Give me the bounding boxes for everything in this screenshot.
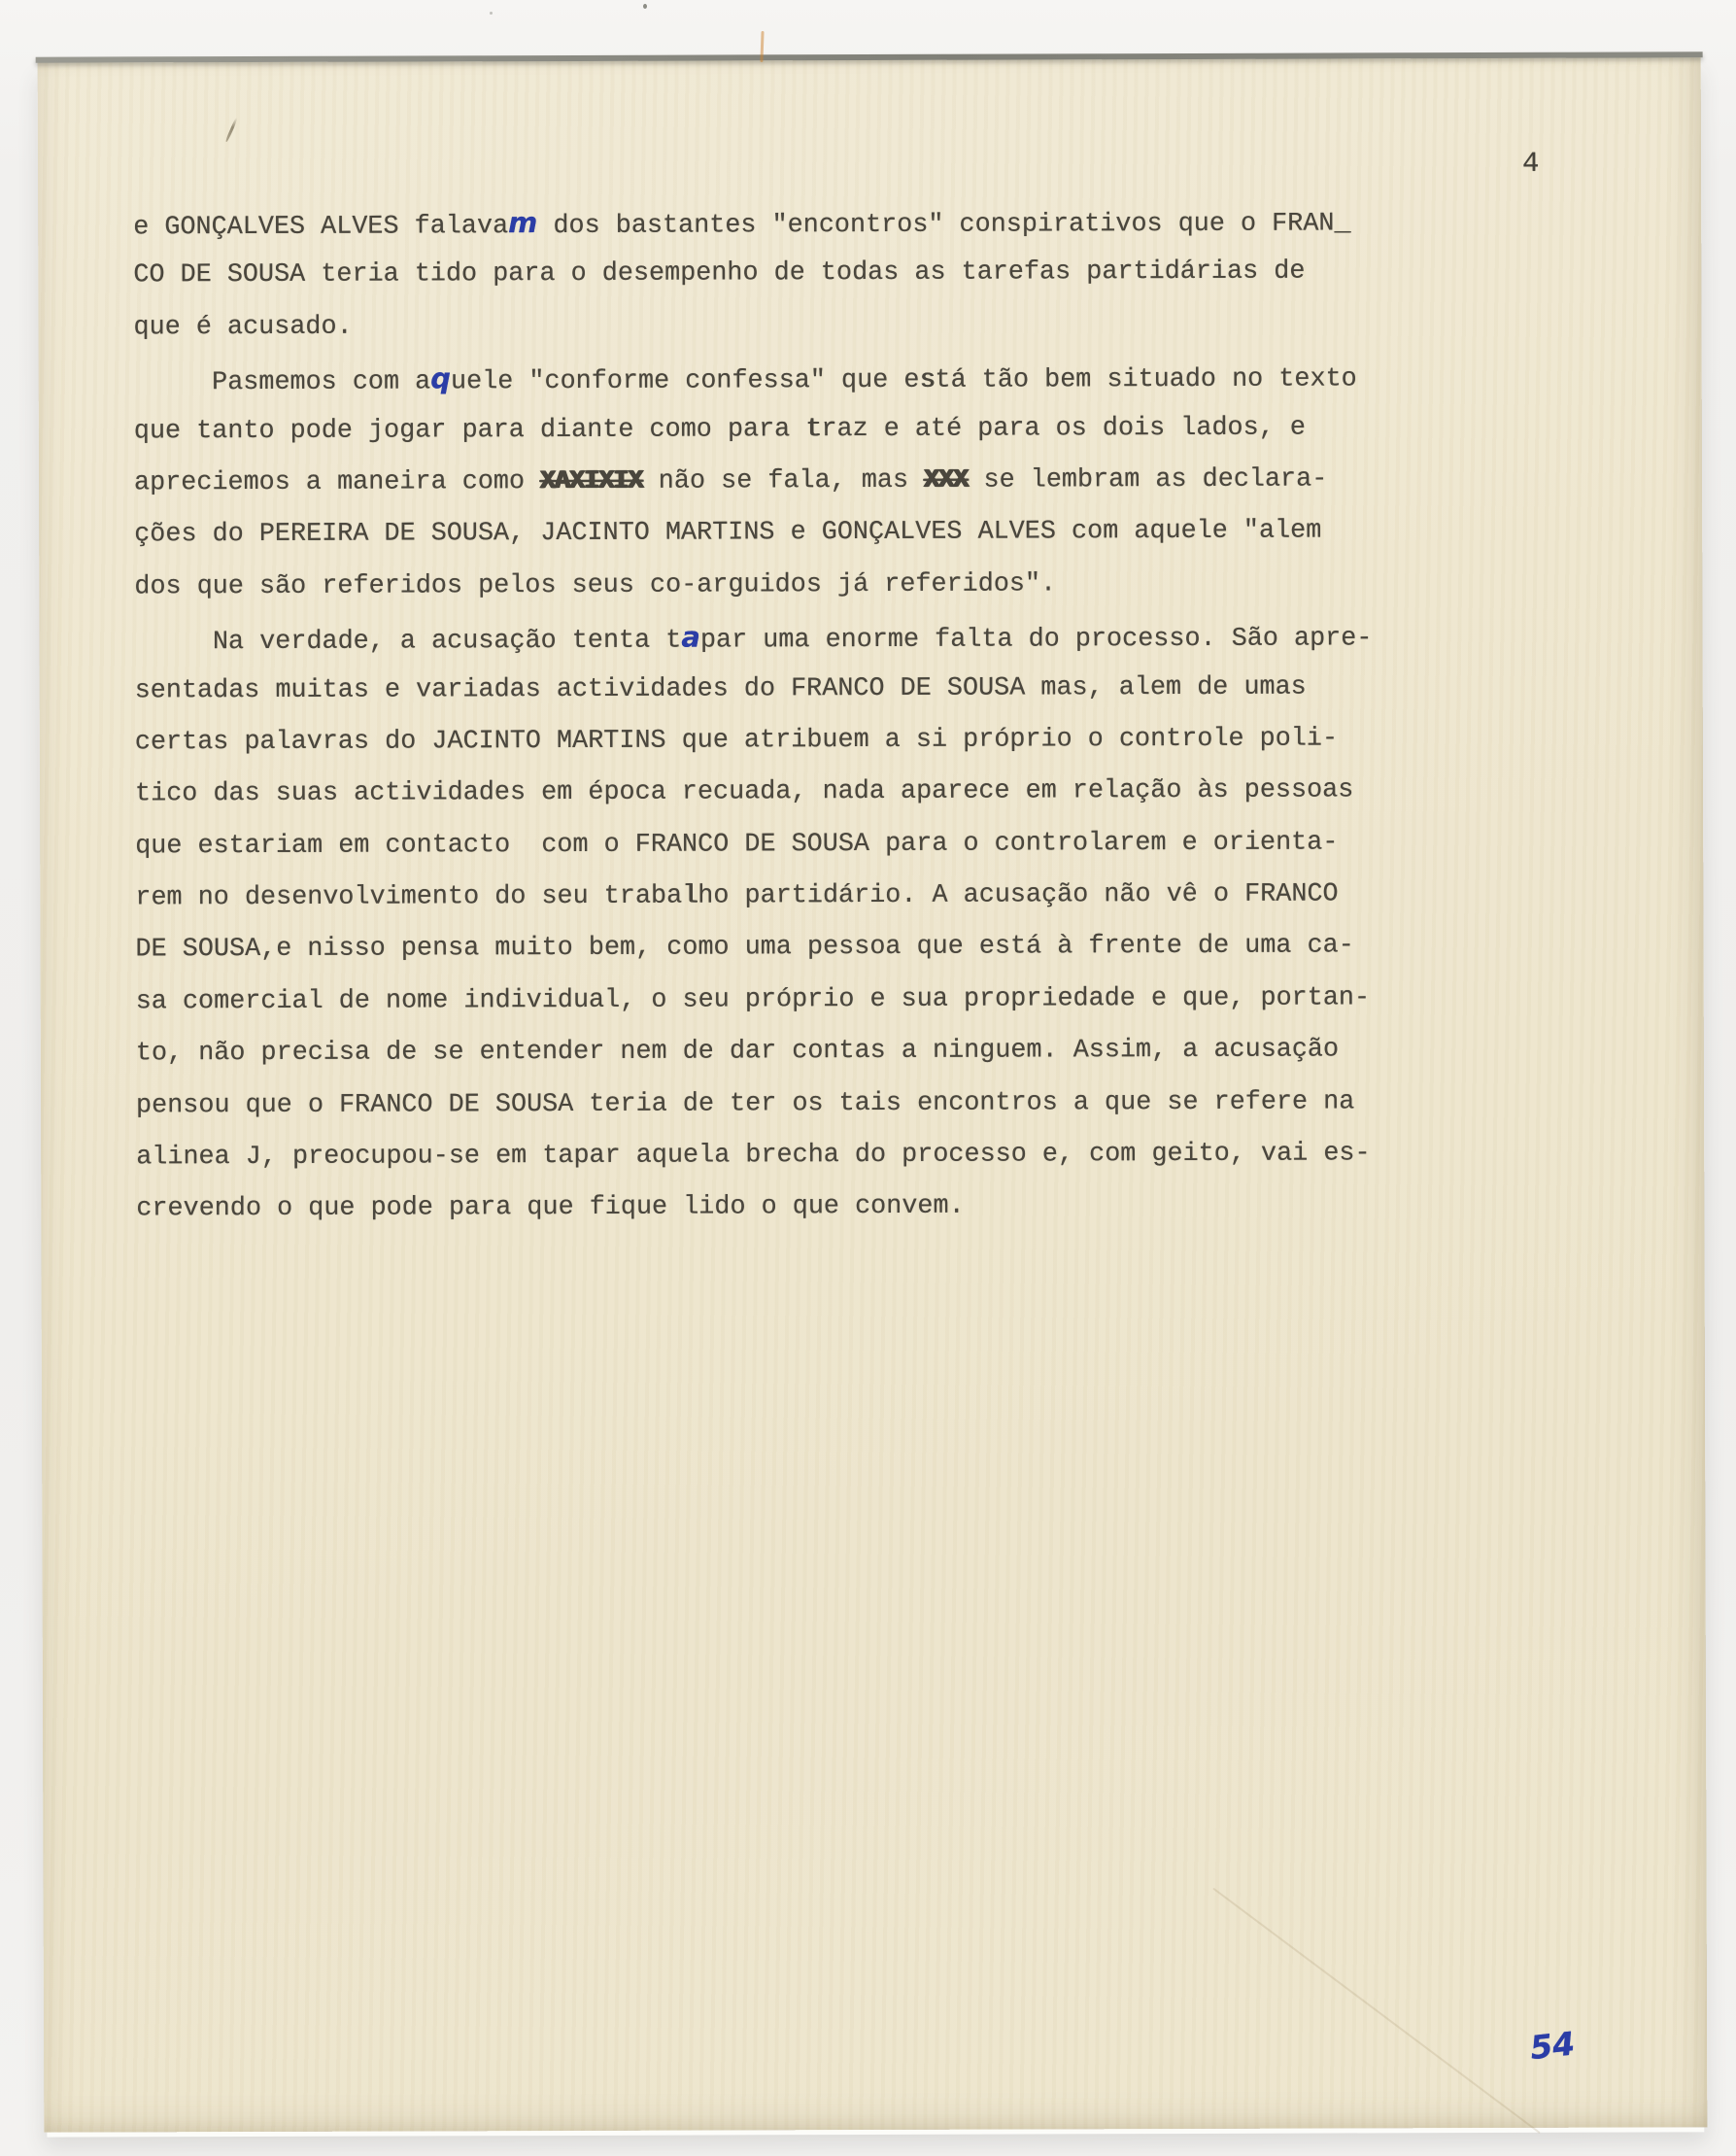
scanner-speck [490,12,493,15]
text-line: apreciemos a maneira como XAXIXIX não se fala, mas XXX se lembram as declara- [133,464,1328,498]
handwritten-sheet-number: 54 [1528,2024,1577,2068]
text-block [133,194,1574,1236]
text-line: que é acusado. [133,312,353,343]
text-line: CO DE SOUSA teria tido para o desempenho de todas as tarefas partidárias de [133,257,1306,291]
text-line: certas palavras do JACINTO MARTINS que atribuem a si próprio o controle poli- [134,724,1339,758]
scanner-speck [643,4,647,9]
text-line: to, não precisa de se entender nem de dar contas a ninguem. Assim, a acusação [135,1035,1340,1069]
text-line: Pasmemos com aquele "conforme confessa" que está tão bem situado no texto [133,361,1357,398]
text-line: que estariam em contacto com o FRANCO DE SOUSA para o controlarem e orienta- [135,828,1339,862]
page-number: 4 [1521,147,1540,180]
text-line: alinea J, preocupou-se em tapar aquela brecha do processo e, com geito, vai es- [136,1139,1371,1173]
text-line: ções do PEREIRA DE SOUSA, JACINTO MARTINS e GONÇALVES ALVES com aquele "alem [134,516,1322,550]
text-line: crevendo o que pode para que fique lido o que convem. [136,1192,965,1224]
text-line: sa comercial de nome individual, o seu próprio e sua propriedade e que, portan- [135,983,1371,1017]
pencil-stray-mark [225,118,239,143]
text-line: sentadas muitas e variadas actividades do FRANCO DE SOUSA mas, alem de umas [134,672,1307,705]
text-line: rem no desenvolvimento do seu trabalho partidário. A acusação não vê o FRANCO [135,879,1339,913]
text-line: tico das suas actividades em época recuada, nada aparece em relação às pessoas [134,775,1354,809]
text-line: Na verdade, a acusação tenta tapar uma enorme falta do processo. São apre- [134,620,1373,658]
text-line: dos que são referidos pelos seus co-arguidos já referidos". [134,569,1057,602]
text-line: pensou que o FRANCO DE SOUSA teria de ter os tais encontros a que se refere na [135,1087,1355,1121]
text-line: DE SOUSA,e nisso pensa muito bem, como uma pessoa que está à frente de uma ca- [135,931,1354,965]
text-line: e GONÇALVES ALVES falavam dos bastantes "encontros" conspirativos que o FRAN_ [133,206,1350,243]
scanned-typewritten-page [38,55,1708,2132]
text-line: que tanto pode jogar para diante como para traz e até para os dois lados, e [133,413,1306,446]
